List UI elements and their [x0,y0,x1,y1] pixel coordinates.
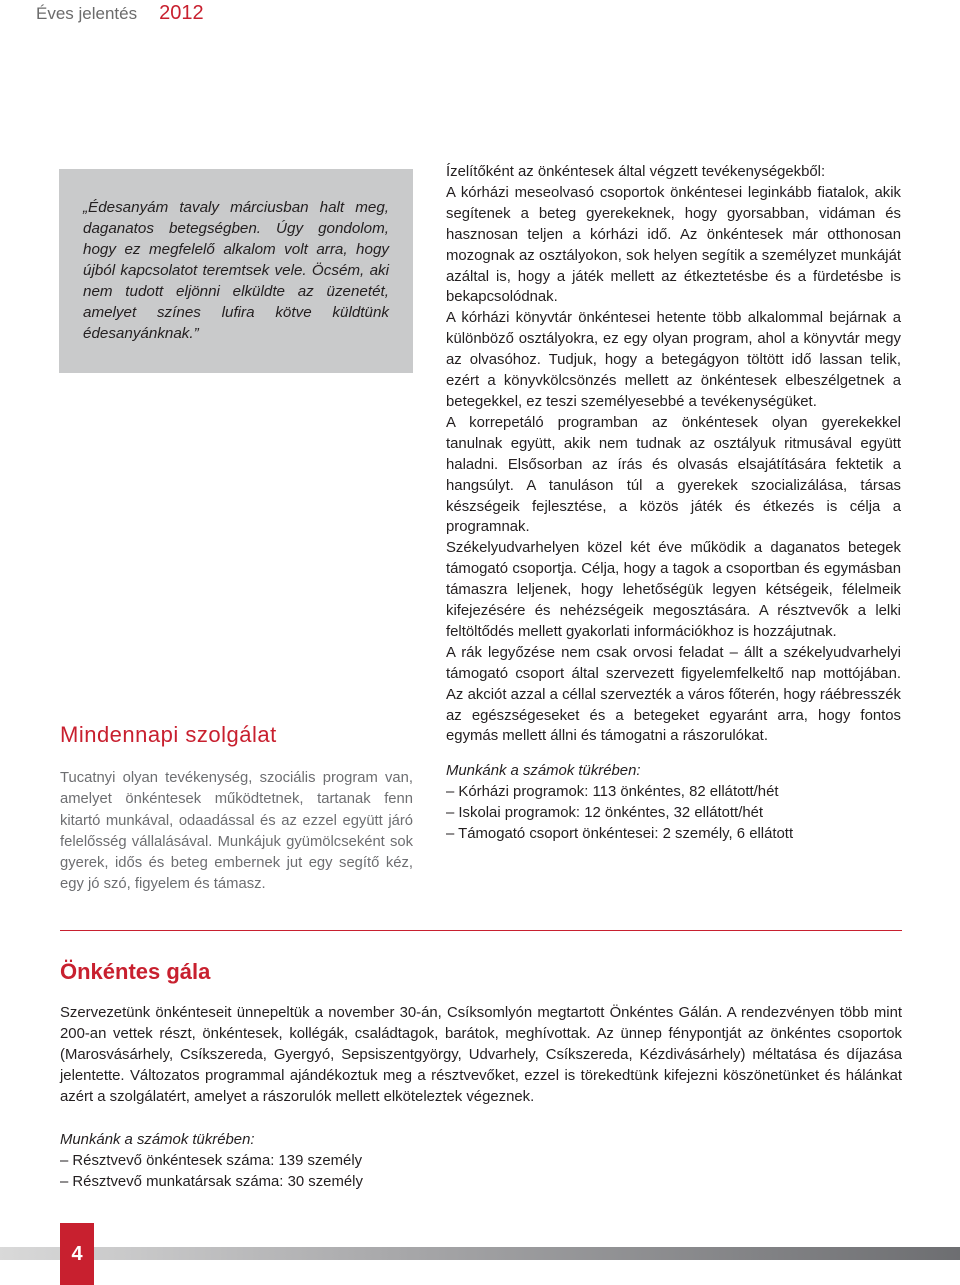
activity-paragraph: A rák legyőzése nem csak orvosi feladat – állt a székelyudvarhelyi támogató csoport által szervezett figyelemfelkeltő nap mottójában. Az akciót azzal a céllal szervezték a város főterén, hogy ráébresszék az egészségeseket és a betegeket egyaránt arra, hogy fontos egymás mellett állni és támogatni a rászorulókat. [446,644,901,745]
section-divider [60,930,902,931]
quote-box [59,169,413,373]
stats-list [446,782,901,845]
stats-item: – Résztvevő munkatársak száma: 30 személy [60,1174,363,1191]
page-number: 4 [60,1223,94,1285]
activity-paragraph: A korrepetáló programban az önkéntesek olyan gyerekekkel tanulnak együtt, akik nem tudnak az osztályuk ritmusával együtt haladni. Elsősorban az írás és olvasás elsajátítására fektetik a hangsúlyt. A tanuláson túl a gyerekek szocializálása, társas készségeik fejlesztése, a közös játék és étkezés is célja a programnak. [446,414,901,536]
testimonial-quote: „Édesanyám tavaly márciusban halt meg, daganatos betegségben. Úgy gondolom, hogy ez megfelelő alkalom volt arra, hogy újból kapcsolatot teremtsek vele. Öcsém, aki nem tudott eljönni elküldte az üzenetét, amelyet színes lufira kötve küldtünk édesanyánknak.” [83,199,389,342]
stats-item: – Résztvevő önkéntesek száma: 139 személy [60,1153,363,1170]
footer-bar [0,1247,960,1260]
activity-paragraph: A kórházi meseolvasó csoportok önkéntesei leginkább fiatalok, akik segítenek a beteg gyerekeknek, hogy gyorsabban, vidáman és hasznosan teljen a kórházi idő. Az önkéntesek már otthonosan mozognak az osztályokon, sok helyen segítik a személyzet munkáját azáltal is, hogy a játék mellett az étkeztetésbe és a fürdetésbe is bekapcsolódnak. [446,184,901,306]
page-header [36,2,204,25]
activity-paragraph: Székelyudvarhelyen közel két éve működik a daganatos betegek támogató csoportja. Célja, hogy a tagok a csoportban és egymásban támaszra leljenek, hogy lehetőségük legyen kétségeik, félelmeik kifejezésére és nehézségeik megosztására. A résztvevők a lelki feltöltődés mellett gyakorlati információkhoz is hozzájutnak. [446,540,901,640]
stats-item: – Iskolai programok: 12 önkéntes, 32 ellátott/hét [446,805,764,822]
gala-text: Szervezetünk önkénteseit ünnepeltük a november 30-án, Csíksomlyón megtartott Önkéntes Gálán. A rendezvényen több mint 200-an vettek részt, önkéntesek, kollégák, családtagok, barátok, meghívottak. Az ünnep fénypontját az önkéntes csoportok (Marosvásárhely, Csíkszereda, Gyergyó, Sepsiszentgyörgy, Udvarhely, Csíkszereda, Kézdivásárhely) méltatása és díjazása jelentette. Változatos programmal ajándékoztuk meg a résztvevőket, ezzel is törekedtünk kifejezni köszönetünket és hálánkat azért a szolgálatért, amelyet a rászorulók mellett elköteleztek végeznek. [60,1005,902,1106]
report-title: Éves jelentés [36,4,138,23]
stats-title: Munkánk a számok tükrében: [446,763,641,780]
section-title-daily-service: Mindennapi szolgálat [60,722,277,747]
activity-paragraph: A kórházi könyvtár önkéntesei hetente több alkalommal bejárnak a különböző osztályokra, ez egy olyan program, ahol a könyvtár megy az olvasóhoz. Tudjuk, hogy a betegágyon töltött idő lassan telik, ezért a könyvkölcsönzés mellett az önkéntesek elbeszélgetnek a betegekkel, ez teszi személyesebbé a tevékenységüket. [446,310,901,410]
activities-column [446,162,901,845]
gala-stats-title: Munkánk a számok tükrében: [60,1132,255,1148]
stats-item: – Támogató csoport önkéntesei: 2 személy, 6 ellátott [446,826,794,843]
gala-stats [60,1130,560,1193]
activities-intro: Ízelítőként az önkéntesek által végzett tevékenységekből: [446,164,826,180]
stats-item: – Kórházi programok: 113 önkéntes, 82 ellátott/hét [446,784,779,801]
daily-service-text: Tucatnyi olyan tevékenység, szociális program van, amelyet önkéntesek működtetnek, tartanak fenn kitartó munkával, odaadással és az ezzel együtt járó felelősség vállalásával. Munkájuk gyümölcseként sok gyerek, idős és beteg embernek jut egy segítő kéz, egy jó szó, figyelem és támasz. [60,770,413,893]
section-title-volunteer-gala: Önkéntes gála [60,959,211,984]
gala-stats-list [60,1151,560,1193]
report-year: 2012 [159,2,204,24]
